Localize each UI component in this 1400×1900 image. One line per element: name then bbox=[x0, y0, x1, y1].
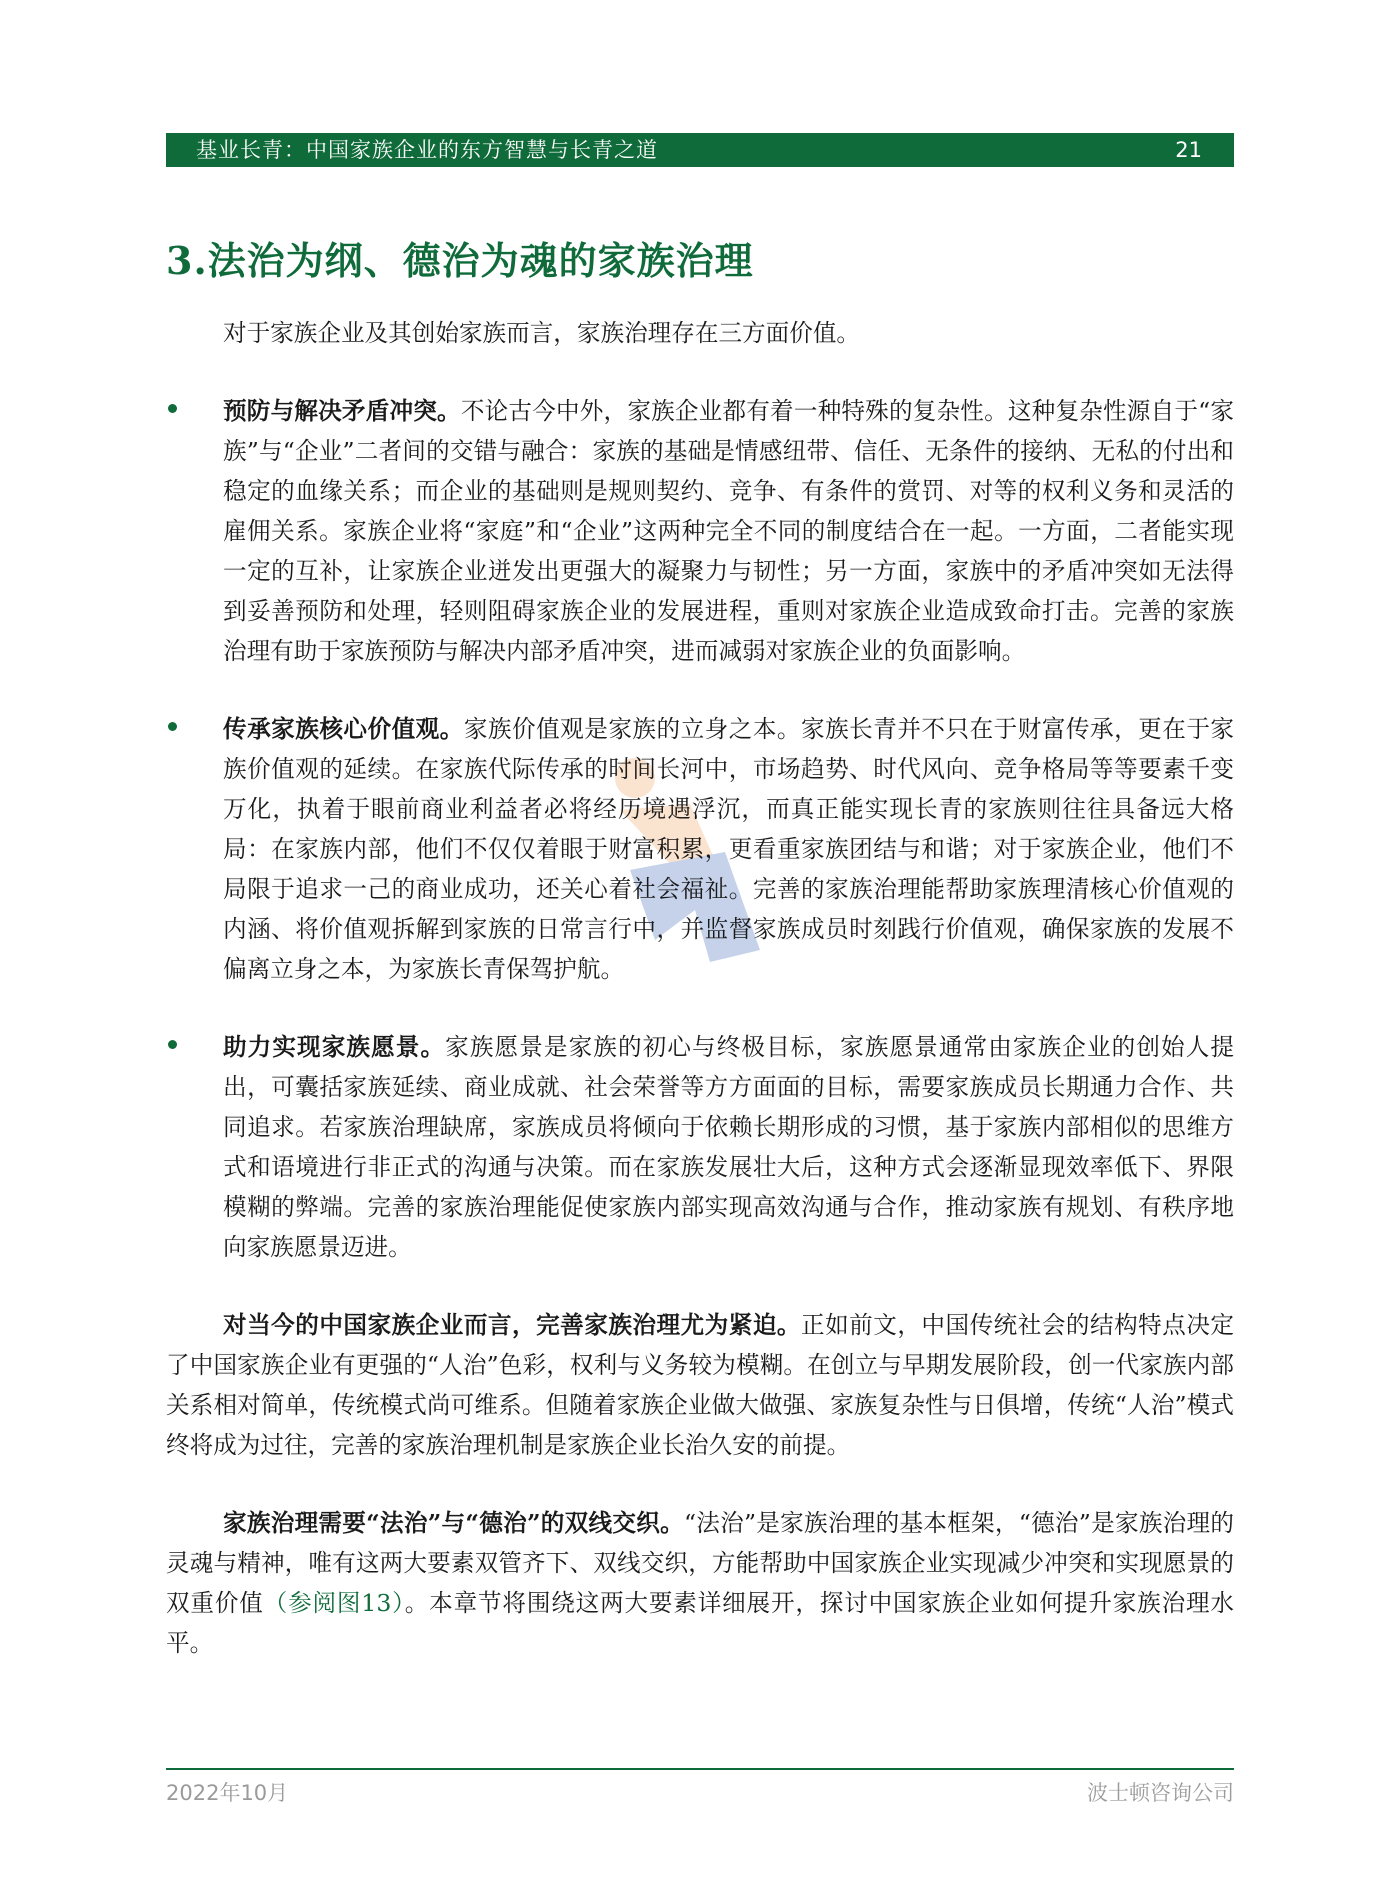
bullet-item bbox=[166, 391, 1234, 671]
bullet-lead: 传承家族核心价值观。 bbox=[223, 715, 464, 743]
bullet-lead: 预防与解决矛盾冲突。 bbox=[223, 397, 461, 425]
intro-paragraph: 对于家族企业及其创始家族而言，家族治理存在三方面价值。 bbox=[223, 319, 861, 347]
bullet-item bbox=[166, 709, 1234, 989]
footer-date: 2022年10月 bbox=[166, 1781, 289, 1805]
paragraph-text: “法治”是家族治理的基本框架，“德治”是家族治理的灵魂与精神，唯有这两大要素双管齐下、双线交织，方能帮助中国家族企业实现减少冲突和实现愿景的双重价值 bbox=[166, 1509, 1234, 1617]
footer-divider bbox=[166, 1768, 1234, 1770]
figure-reference-link[interactable]: （参阅图13） bbox=[263, 1589, 405, 1617]
bullet-dot-icon bbox=[168, 404, 177, 413]
section-heading: 3.法治为纲、德治为魂的家族治理 bbox=[166, 238, 754, 283]
bullet-text: 家族价值观是家族的立身之本。家族长青并不只在于财富传承，更在于家族价值观的延续。在家族代际传承的时间长河中，市场趋势、时代风向、竞争格局等等要素千变万化，执着于眼前商业利益者必将经历境遇浮沉，而真正能实现长青的家族则往往具备远大格局：在家族内部，他们不仅仅着眼于财富积累，更看重家族团结与和谐；对于家族企业，他们不局限于追求一己的商业成功，还关心着社会福祉。完善的家族治理能帮助家族理清核心价值观的内涵、将价值观拆解到家族的日常言行中，并监督家族成员时刻践行价值观，确保家族的发展不偏离立身之本，为家族长青保驾护航。 bbox=[223, 715, 1235, 983]
bullet-text: 不论古今中外，家族企业都有着一种特殊的复杂性。这种复杂性源自于“家族”与“企业”二者间的交错与融合：家族的基础是情感纽带、信任、无条件的接纳、无私的付出和稳定的血缘关系；而企业的基础则是规则契约、竞争、有条件的赏罚、对等的权利义务和灵活的雇佣关系。家族企业将“家庭”和“企业”这两种完全不同的制度结合在一起。一方面，二者能实现一定的互补，让家族企业迸发出更强大的凝聚力与韧性；另一方面，家族中的矛盾冲突如无法得到妥善预防和处理，轻则阻碍家族企业的发展进程，重则对家族企业造成致命打击。完善的家族治理有助于家族预防与解决内部矛盾冲突，进而减弱对家族企业的负面影响。 bbox=[223, 397, 1234, 665]
body-paragraph bbox=[166, 1305, 1234, 1465]
header-title: 基业长青：中国家族企业的东方智慧与长青之道 bbox=[196, 138, 658, 162]
bullet-item bbox=[166, 1027, 1234, 1267]
header-bar bbox=[166, 133, 1234, 167]
bullet-text: 家族愿景是家族的初心与终极目标，家族愿景通常由家族企业的创始人提出，可囊括家族延续、商业成就、社会荣誉等方方面面的目标，需要家族成员长期通力合作、共同追求。若家族治理缺席，家族成员将倾向于依赖长期形成的习惯，基于家族内部相似的思维方式和语境进行非正式的沟通与决策。而在家族发展壮大后，这种方式会逐渐显现效率低下、界限模糊的弊端。完善的家族治理能促使家族内部实现高效沟通与合作，推动家族有规划、有秩序地向家族愿景迈进。 bbox=[223, 1033, 1235, 1261]
bullet-dot-icon bbox=[168, 722, 177, 731]
bullet-dot-icon bbox=[168, 1040, 177, 1049]
bullet-lead: 助力实现家族愿景。 bbox=[223, 1033, 446, 1061]
paragraph-lead: 对当今的中国家族企业而言，完善家族治理尤为紧迫。 bbox=[223, 1311, 801, 1339]
paragraph-lead: 家族治理需要“法治”与“德治”的双线交织。 bbox=[223, 1509, 684, 1537]
paragraph-text: 。本章节将围绕这两大要素详细展开，探讨中国家族企业如何提升家族治理水平。 bbox=[166, 1589, 1234, 1657]
body-paragraph bbox=[166, 1503, 1234, 1663]
main-content bbox=[166, 313, 1234, 1701]
paragraph-text: 正如前文，中国传统社会的结构特点决定了中国家族企业有更强的“人治”色彩，权利与义务较为模糊。在创立与早期发展阶段，创一代家族内部关系相对简单，传统模式尚可维系。但随着家族企业做大做强、家族复杂性与日俱增，传统“人治”模式终将成为过往，完善的家族治理机制是家族企业长治久安的前提。 bbox=[166, 1311, 1235, 1459]
footer-company: 波士顿咨询公司 bbox=[1087, 1781, 1234, 1805]
page-number: 21 bbox=[1175, 138, 1202, 162]
